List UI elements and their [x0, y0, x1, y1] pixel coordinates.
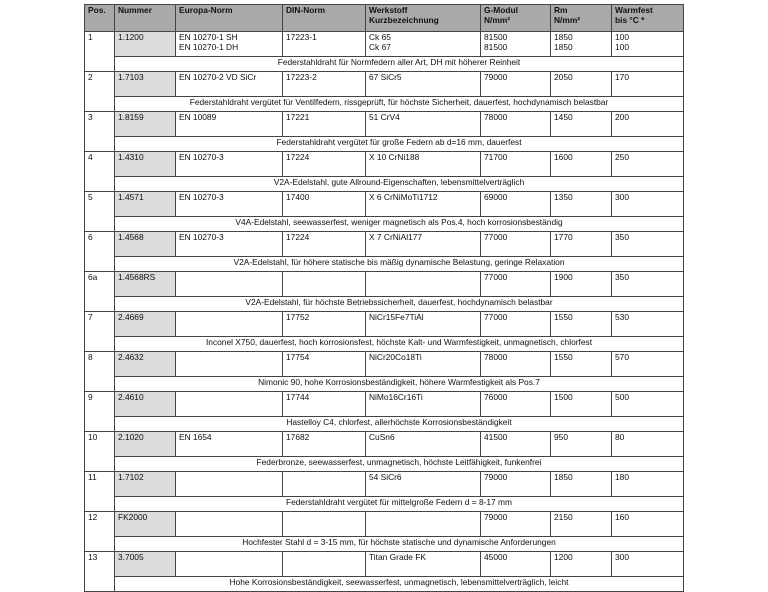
europa-norm-cell-value: EN 10270-1 DH [179, 41, 239, 52]
nummer-cell: 3.7005 [115, 552, 176, 577]
rm-cell [551, 512, 612, 537]
werkstoff-cell [366, 552, 481, 577]
description-row [85, 177, 684, 192]
werkstoff-cell [366, 32, 481, 57]
werkstoff-cell [366, 392, 481, 417]
warmfest-cell [612, 312, 684, 337]
werkstoff-cell-value: Titan Grade FK [369, 552, 426, 562]
warmfest-cell [612, 232, 684, 257]
rm-cell [551, 152, 612, 177]
spring-material-table-container [84, 4, 683, 592]
europa-norm-cell [176, 112, 283, 137]
nummer-cell: 2.1020 [115, 432, 176, 457]
description-cell: Hochfester Stahl d = 3-15 mm, für höchste statische und dynamische Anforderungen [115, 537, 684, 552]
warmfest-cell [612, 552, 684, 577]
description-row [85, 57, 684, 72]
rm-cell-value: 950 [554, 432, 568, 442]
warmfest-cell [612, 272, 684, 297]
nummer-cell: FK2000 [115, 512, 176, 537]
rm-cell [551, 32, 612, 57]
nummer-cell: 1.7102 [115, 472, 176, 497]
g-modul-cell-value: 76000 [484, 392, 508, 402]
g-modul-cell [481, 552, 551, 577]
warmfest-cell [612, 432, 684, 457]
din-norm-cell-value: 17224 [286, 232, 310, 242]
din-norm-cell [283, 512, 366, 537]
europa-norm-cell-value: EN 10270-3 [179, 232, 224, 242]
europa-norm-cell [176, 72, 283, 97]
din-norm-cell [283, 552, 366, 577]
europa-norm-cell [176, 192, 283, 217]
warmfest-cell-value: 300 [615, 192, 629, 202]
warmfest-cell-value: 170 [615, 72, 629, 82]
pos-continuation-cell [85, 577, 115, 592]
g-modul-cell-value: 69000 [484, 192, 508, 202]
g-modul-cell [481, 272, 551, 297]
pos-continuation-cell [85, 497, 115, 512]
rm-cell [551, 312, 612, 337]
table-row [85, 352, 684, 377]
rm-cell [551, 232, 612, 257]
table-row [85, 32, 684, 57]
warmfest-cell-value: 80 [615, 432, 625, 442]
din-norm-cell [283, 152, 366, 177]
header-werkstoff-line: Werkstoff [369, 5, 408, 15]
din-norm-cell-value: 17754 [286, 352, 310, 362]
din-norm-cell [283, 112, 366, 137]
description-cell: V2A-Edelstahl, für höchste Betriebssicherheit, dauerfest, hochdynamisch belastbar [115, 297, 684, 312]
header-nummer: Nummer [115, 5, 176, 32]
rm-cell-value: 1900 [554, 272, 573, 282]
din-norm-cell-value: 17221 [286, 112, 310, 122]
din-norm-cell [283, 432, 366, 457]
g-modul-cell-value: 41500 [484, 432, 508, 442]
rm-cell-value: 1850 [554, 472, 573, 482]
werkstoff-cell-value: NiMo16Cr16Ti [369, 392, 423, 402]
pos-continuation-cell [85, 457, 115, 472]
table-row [85, 552, 684, 577]
header-rm-line: Rm [554, 5, 568, 15]
europa-norm-cell-value: EN 1654 [179, 432, 212, 442]
g-modul-cell-value: 79000 [484, 512, 508, 522]
pos-continuation-cell [85, 57, 115, 72]
table-row [85, 152, 684, 177]
pos-continuation-cell [85, 537, 115, 552]
rm-cell-value: 1350 [554, 192, 573, 202]
warmfest-cell-value: 100 [615, 32, 629, 42]
europa-norm-cell [176, 392, 283, 417]
din-norm-cell [283, 472, 366, 497]
europa-norm-cell [176, 472, 283, 497]
din-norm-cell [283, 352, 366, 377]
din-norm-cell-value: 17223-2 [286, 72, 317, 82]
din-norm-cell-value: 17744 [286, 392, 310, 402]
header-europa-norm: Europa-Norm [176, 5, 283, 32]
europa-norm-cell-value: EN 10270-1 SH [179, 32, 238, 42]
g-modul-cell-value: 78000 [484, 112, 508, 122]
description-cell: Federstahldraht für Normfedern aller Art, DH mit höherer Reinheit [115, 57, 684, 72]
europa-norm-cell [176, 512, 283, 537]
rm-cell-value: 1450 [554, 112, 573, 122]
table-row [85, 232, 684, 257]
europa-norm-cell [176, 272, 283, 297]
description-cell: Federstahldraht vergütet für Ventilfedern, rissgeprüft, für höchste Sicherheit, dauerfest, hochdynamisch belastbar [115, 97, 684, 112]
description-row [85, 417, 684, 432]
nummer-cell: 2.4610 [115, 392, 176, 417]
rm-cell [551, 552, 612, 577]
werkstoff-cell [366, 352, 481, 377]
pos-continuation-cell [85, 417, 115, 432]
warmfest-cell-value: 180 [615, 472, 629, 482]
g-modul-cell-value: 77000 [484, 272, 508, 282]
description-row [85, 497, 684, 512]
nummer-cell: 2.4669 [115, 312, 176, 337]
g-modul-cell-value: 45000 [484, 552, 508, 562]
description-row [85, 257, 684, 272]
g-modul-cell [481, 352, 551, 377]
description-cell: Inconel X750, dauerfest, hoch korrosionsfest, höchste Kalt- und Warmfestigkeit, unmagnetisch, chlorfest [115, 337, 684, 352]
g-modul-cell [481, 192, 551, 217]
warmfest-cell-value: 350 [615, 232, 629, 242]
header-din-norm: DIN-Norm [283, 5, 366, 32]
header-g-modul-line: G-Modul [484, 5, 518, 15]
pos-cell: 12 [85, 512, 115, 537]
warmfest-cell-value: 200 [615, 112, 629, 122]
pos-cell: 2 [85, 72, 115, 97]
pos-continuation-cell [85, 297, 115, 312]
werkstoff-cell [366, 312, 481, 337]
werkstoff-cell-value: X 10 CrNi188 [369, 152, 420, 162]
din-norm-cell-value: 17224 [286, 152, 310, 162]
pos-cell: 10 [85, 432, 115, 457]
g-modul-cell [481, 152, 551, 177]
pos-cell: 7 [85, 312, 115, 337]
description-row [85, 457, 684, 472]
nummer-cell: 2.4632 [115, 352, 176, 377]
g-modul-cell-value: 78000 [484, 352, 508, 362]
rm-cell-value: 1850 [554, 32, 573, 42]
pos-cell: 1 [85, 32, 115, 57]
europa-norm-cell [176, 552, 283, 577]
rm-cell-value: 1600 [554, 152, 573, 162]
werkstoff-cell [366, 152, 481, 177]
rm-cell-value: 1550 [554, 312, 573, 322]
din-norm-cell [283, 232, 366, 257]
table-row [85, 432, 684, 457]
rm-cell-value: 1770 [554, 232, 573, 242]
warmfest-cell [612, 72, 684, 97]
header-row [85, 5, 684, 32]
nummer-cell: 1.4568 [115, 232, 176, 257]
description-cell: Hohe Korrosionsbeständigkeit, seewasserfest, unmagnetisch, lebensmittelverträglich, leicht [115, 577, 684, 592]
warmfest-cell-value: 500 [615, 392, 629, 402]
rm-cell [551, 112, 612, 137]
warmfest-cell [612, 112, 684, 137]
description-cell: Federstahldraht vergütet für mittelgroße Federn d = 8-17 mm [115, 497, 684, 512]
table-row [85, 72, 684, 97]
europa-norm-cell [176, 232, 283, 257]
description-cell: V2A-Edelstahl, für höhere statische bis mäßig dynamische Belastung, geringe Relaxation [115, 257, 684, 272]
warmfest-cell-value: 160 [615, 512, 629, 522]
table-row [85, 112, 684, 137]
spring-material-table [84, 4, 684, 592]
din-norm-cell [283, 32, 366, 57]
g-modul-cell [481, 312, 551, 337]
description-row [85, 217, 684, 232]
europa-norm-cell-value: EN 10270-3 [179, 152, 224, 162]
europa-norm-cell-value: EN 10089 [179, 112, 217, 122]
europa-norm-cell [176, 352, 283, 377]
pos-continuation-cell [85, 337, 115, 352]
warmfest-cell-value: 300 [615, 552, 629, 562]
g-modul-cell [481, 392, 551, 417]
description-cell: Federstahldraht vergütet für große Federn ab d=16 mm, dauerfest [115, 137, 684, 152]
pos-continuation-cell [85, 177, 115, 192]
werkstoff-cell-value: 54 SiCr6 [369, 472, 402, 482]
header-rm [551, 5, 612, 32]
werkstoff-cell [366, 272, 481, 297]
g-modul-cell [481, 512, 551, 537]
nummer-cell: 1.8159 [115, 112, 176, 137]
werkstoff-cell-value: X 7 CrNiAl177 [369, 232, 423, 242]
din-norm-cell-value: 17682 [286, 432, 310, 442]
pos-continuation-cell [85, 217, 115, 232]
werkstoff-cell-value: Ck 67 [369, 41, 391, 52]
g-modul-cell [481, 432, 551, 457]
pos-cell: 6a [85, 272, 115, 297]
pos-cell: 9 [85, 392, 115, 417]
g-modul-cell-value: 77000 [484, 312, 508, 322]
werkstoff-cell [366, 112, 481, 137]
g-modul-cell-value: 77000 [484, 232, 508, 242]
g-modul-cell [481, 32, 551, 57]
europa-norm-cell-value: EN 10270-2 VD SiCr [179, 72, 257, 82]
werkstoff-cell-value: Ck 65 [369, 32, 391, 42]
werkstoff-cell [366, 512, 481, 537]
header-g-modul [481, 5, 551, 32]
europa-norm-cell-value: EN 10270-3 [179, 192, 224, 202]
rm-cell-value: 2150 [554, 512, 573, 522]
warmfest-cell-value: 100 [615, 41, 629, 52]
description-cell: Nimonic 90, hohe Korrosionsbeständigkeit, höhere Warmfestigkeit als Pos.7 [115, 377, 684, 392]
werkstoff-cell-value: NiCr15Fe7TiAl [369, 312, 424, 322]
din-norm-cell [283, 72, 366, 97]
pos-cell: 11 [85, 472, 115, 497]
header-g-modul-line: N/mm² [484, 14, 511, 25]
nummer-cell: 1.1200 [115, 32, 176, 57]
pos-cell: 5 [85, 192, 115, 217]
din-norm-cell-value: 17400 [286, 192, 310, 202]
warmfest-cell [612, 152, 684, 177]
warmfest-cell-value: 250 [615, 152, 629, 162]
rm-cell [551, 272, 612, 297]
pos-cell: 13 [85, 552, 115, 577]
werkstoff-cell-value: X 6 CrNiMoTi1712 [369, 192, 438, 202]
header-rm-line: N/mm² [554, 14, 581, 25]
g-modul-cell [481, 232, 551, 257]
description-row [85, 337, 684, 352]
warmfest-cell-value: 530 [615, 312, 629, 322]
description-row [85, 97, 684, 112]
header-warmfest-line: Warmfest [615, 5, 653, 15]
warmfest-cell [612, 352, 684, 377]
din-norm-cell [283, 312, 366, 337]
rm-cell-value: 1550 [554, 352, 573, 362]
g-modul-cell [481, 112, 551, 137]
header-warmfest [612, 5, 684, 32]
header-werkstoff [366, 5, 481, 32]
table-row [85, 272, 684, 297]
table-row [85, 312, 684, 337]
warmfest-cell [612, 32, 684, 57]
table-body [85, 32, 684, 592]
pos-cell: 4 [85, 152, 115, 177]
pos-cell: 3 [85, 112, 115, 137]
werkstoff-cell [366, 72, 481, 97]
rm-cell-value: 1850 [554, 41, 573, 52]
nummer-cell: 1.4571 [115, 192, 176, 217]
warmfest-cell [612, 392, 684, 417]
table-row [85, 392, 684, 417]
din-norm-cell-value: 17752 [286, 312, 310, 322]
werkstoff-cell-value: 51 CrV4 [369, 112, 400, 122]
pos-continuation-cell [85, 137, 115, 152]
rm-cell [551, 352, 612, 377]
rm-cell [551, 192, 612, 217]
g-modul-cell-value: 79000 [484, 472, 508, 482]
nummer-cell: 1.7103 [115, 72, 176, 97]
description-row [85, 577, 684, 592]
werkstoff-cell-value: 67 SiCr5 [369, 72, 402, 82]
warmfest-cell [612, 192, 684, 217]
table-row [85, 192, 684, 217]
rm-cell [551, 72, 612, 97]
header-pos: Pos. [85, 5, 115, 32]
werkstoff-cell [366, 192, 481, 217]
g-modul-cell [481, 472, 551, 497]
g-modul-cell-value: 71700 [484, 152, 508, 162]
table-row [85, 472, 684, 497]
description-cell: Federbronze, seewasserfest, unmagnetisch, höchste Leitfähigkeit, funkenfrei [115, 457, 684, 472]
rm-cell [551, 432, 612, 457]
description-cell: V4A-Edelstahl, seewasserfest, weniger magnetisch als Pos.4, hoch korrosionsbeständig [115, 217, 684, 232]
werkstoff-cell [366, 432, 481, 457]
warmfest-cell [612, 512, 684, 537]
europa-norm-cell [176, 432, 283, 457]
pos-continuation-cell [85, 97, 115, 112]
din-norm-cell [283, 392, 366, 417]
g-modul-cell-value: 81500 [484, 32, 508, 42]
rm-cell-value: 1200 [554, 552, 573, 562]
werkstoff-cell [366, 232, 481, 257]
description-row [85, 137, 684, 152]
pos-cell: 6 [85, 232, 115, 257]
header-werkstoff-line: Kurzbezeichnung [369, 14, 439, 25]
rm-cell [551, 472, 612, 497]
werkstoff-cell [366, 472, 481, 497]
description-cell: V2A-Edelstahl, gute Allround-Eigenschaften, lebensmittelverträglich [115, 177, 684, 192]
pos-continuation-cell [85, 377, 115, 392]
europa-norm-cell [176, 312, 283, 337]
g-modul-cell [481, 72, 551, 97]
warmfest-cell [612, 472, 684, 497]
warmfest-cell-value: 350 [615, 272, 629, 282]
g-modul-cell-value: 81500 [484, 41, 508, 52]
din-norm-cell-value: 17223-1 [286, 32, 317, 42]
table-row [85, 512, 684, 537]
description-cell: Hastelloy C4, chlorfest, allerhöchste Korrosionsbeständigkeit [115, 417, 684, 432]
din-norm-cell [283, 272, 366, 297]
header-warmfest-line: bis °C * [615, 14, 645, 25]
g-modul-cell-value: 79000 [484, 72, 508, 82]
werkstoff-cell-value: NiCr20Co18Ti [369, 352, 422, 362]
rm-cell [551, 392, 612, 417]
rm-cell-value: 2050 [554, 72, 573, 82]
description-row [85, 537, 684, 552]
pos-cell: 8 [85, 352, 115, 377]
europa-norm-cell [176, 152, 283, 177]
nummer-cell: 1.4568RS [115, 272, 176, 297]
description-row [85, 377, 684, 392]
werkstoff-cell-value: CuSn6 [369, 432, 395, 442]
europa-norm-cell [176, 32, 283, 57]
warmfest-cell-value: 570 [615, 352, 629, 362]
rm-cell-value: 1500 [554, 392, 573, 402]
pos-continuation-cell [85, 257, 115, 272]
din-norm-cell [283, 192, 366, 217]
nummer-cell: 1.4310 [115, 152, 176, 177]
description-row [85, 297, 684, 312]
